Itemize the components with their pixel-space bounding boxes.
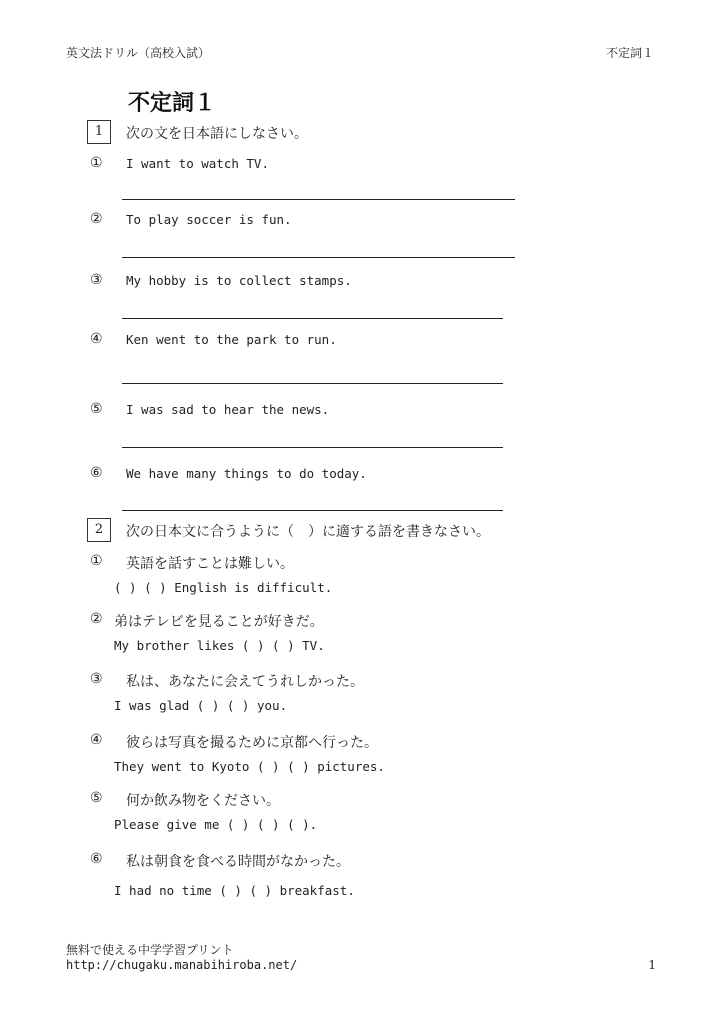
s1-item-1-answer-line — [122, 199, 515, 200]
page-number: 1 — [648, 958, 656, 972]
s2-item-1-marker: ① — [90, 553, 103, 569]
s2-item-6-english: I had no time ( ) ( ) breakfast. — [114, 883, 355, 898]
section-2-instruction: 次の日本文に合うように（ ）に適する語を書きなさい。 — [126, 524, 490, 540]
s1-item-2-marker: ② — [90, 211, 103, 227]
s1-item-5-text: I was sad to hear the news. — [126, 402, 330, 417]
s1-item-3-marker: ③ — [90, 272, 103, 288]
s1-item-2-text: To play soccer is fun. — [126, 212, 292, 227]
s2-item-2-japanese: 弟はテレビを見ることが好きだ。 — [114, 614, 324, 630]
section-1-instruction: 次の文を日本語にしなさい。 — [126, 126, 308, 142]
s2-item-1-japanese: 英語を話すことは難しい。 — [126, 556, 294, 572]
s2-item-6-japanese: 私は朝食を食べる時間がなかった。 — [126, 854, 350, 870]
s2-item-4-english: They went to Kyoto ( ) ( ) pictures. — [114, 759, 385, 774]
s2-item-3-marker: ③ — [90, 671, 103, 687]
s2-item-4-japanese: 彼らは写真を撮るために京都へ行った。 — [126, 735, 378, 751]
s2-item-1-english: ( ) ( ) English is difficult. — [114, 580, 333, 595]
s1-item-5-answer-line — [122, 447, 503, 448]
s1-item-4-text: Ken went to the park to run. — [126, 332, 337, 347]
s1-item-6-marker: ⑥ — [90, 465, 103, 481]
s2-item-5-english: Please give me ( ) ( ) ( ). — [114, 817, 318, 832]
section-1-number: 1 — [87, 120, 111, 144]
s1-item-1-text: I want to watch TV. — [126, 156, 269, 171]
s2-item-3-japanese: 私は、あなたに会えてうれしかった。 — [126, 674, 364, 690]
footer-url[interactable]: http://chugaku.manabihiroba.net/ — [66, 958, 298, 972]
s2-item-3-english: I was glad ( ) ( ) you. — [114, 698, 288, 713]
s1-item-4-answer-line — [122, 383, 503, 384]
s1-item-6-text: We have many things to do today. — [126, 466, 367, 481]
s2-item-4-marker: ④ — [90, 732, 103, 748]
header-title: 英文法ドリル（高校入試） — [66, 46, 211, 60]
s2-item-2-english: My brother likes ( ) ( ) TV. — [114, 638, 325, 653]
page-title: 不定詞１ — [128, 91, 217, 116]
s2-item-6-marker: ⑥ — [90, 851, 103, 867]
footer-site-name: 無料で使える中学学習プリント — [66, 943, 234, 957]
s1-item-3-answer-line — [122, 318, 503, 319]
s2-item-2-marker: ② — [90, 611, 103, 627]
s2-item-5-marker: ⑤ — [90, 790, 103, 806]
s1-item-4-marker: ④ — [90, 331, 103, 347]
section-2-number: 2 — [87, 518, 111, 542]
s1-item-3-text: My hobby is to collect stamps. — [126, 273, 352, 288]
s1-item-5-marker: ⑤ — [90, 401, 103, 417]
header-unit: 不定詞１ — [605, 46, 654, 60]
s2-item-5-japanese: 何か飲み物をください。 — [126, 793, 280, 809]
s1-item-2-answer-line — [122, 257, 515, 258]
s1-item-6-answer-line — [122, 510, 503, 511]
s1-item-1-marker: ① — [90, 155, 103, 171]
